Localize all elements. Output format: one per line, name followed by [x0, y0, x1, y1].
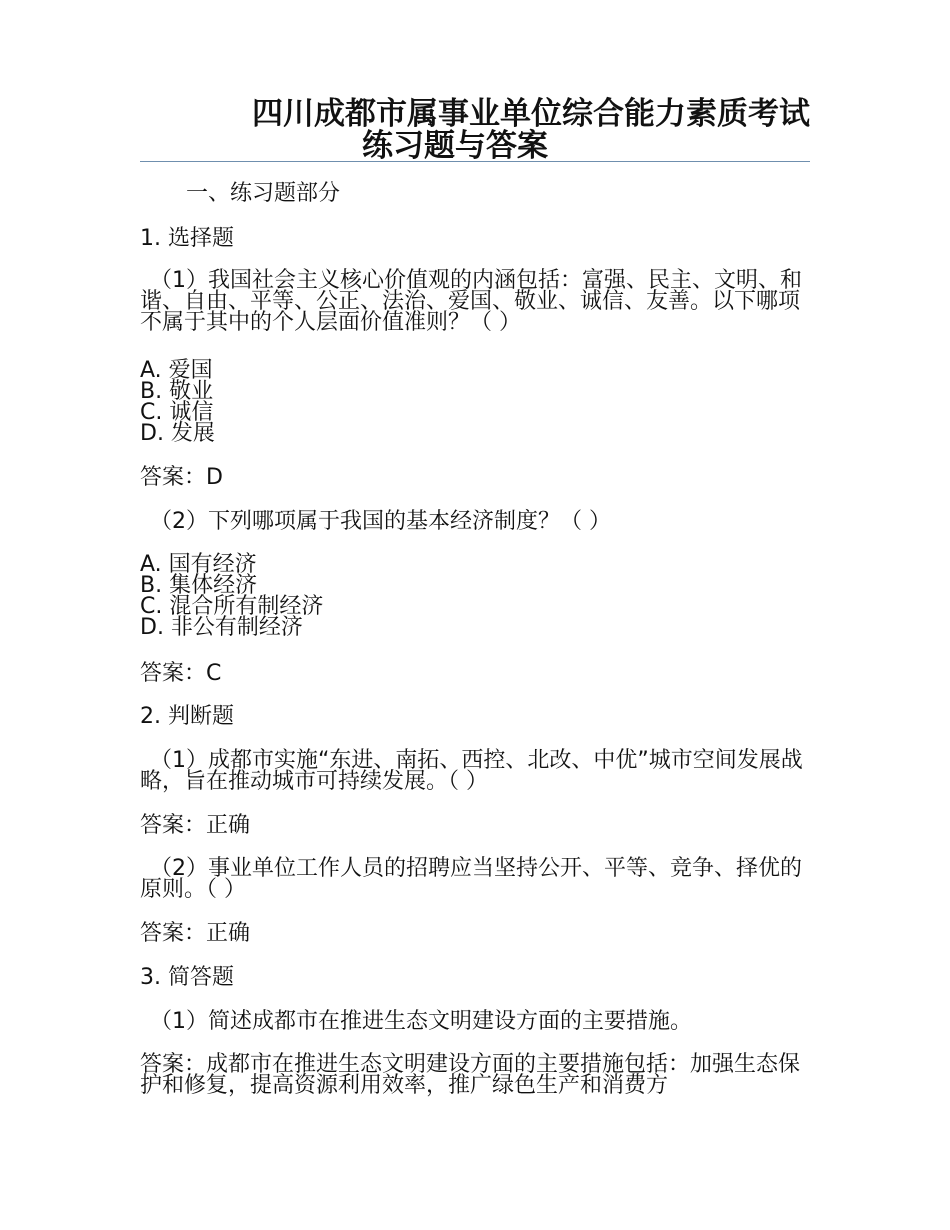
option-c: C. 诚信 — [140, 400, 214, 425]
answer-1-1: 答案：D — [140, 465, 223, 490]
title-line-2: 练习题与答案 — [362, 128, 548, 164]
answer-2-1: 答案：正确 — [140, 813, 251, 838]
option-b: B. 集体经济 — [140, 573, 258, 598]
answer-3-1: 答案：成都市在推进生态文明建设方面的主要措施包括：加强生态保护和修复，提高资源利用效率，推广绿色生产和消费方 — [140, 1052, 801, 1098]
question-1-2: （2）下列哪项属于我国的基本经济制度？（ ） — [150, 509, 611, 534]
section-heading: 一、练习题部分 — [186, 181, 341, 206]
part-heading-choice: 1. 选择题 — [140, 226, 234, 251]
question-3-1: （1）简述成都市在推进生态文明建设方面的主要措施。 — [150, 1009, 692, 1034]
question-2-2: （2）事业单位工作人员的招聘应当坚持公开、平等、竞争、择优的原则。（ ） — [140, 856, 802, 902]
answer-1-2: 答案：C — [140, 661, 222, 686]
part-heading-judge: 2. 判断题 — [140, 704, 234, 729]
option-a: A. 爱国 — [140, 358, 213, 383]
option-d: D. 发展 — [140, 421, 215, 446]
document-title — [140, 98, 810, 162]
title-rule — [140, 161, 810, 162]
answer-2-2: 答案：正确 — [140, 921, 251, 946]
option-a: A. 国有经济 — [140, 552, 257, 577]
question-1-1: （1）我国社会主义核心价值观的内涵包括：富强、民主、文明、和谐、自由、平等、公正、法治、爱国、敬业、诚信、友善。以下哪项不属于其中的个人层面价值准则？（ ） — [140, 268, 802, 335]
option-d: D. 非公有制经济 — [140, 615, 303, 640]
question-1-1-options — [140, 360, 810, 444]
option-b: B. 敬业 — [140, 379, 214, 404]
option-c: C. 混合所有制经济 — [140, 594, 324, 619]
part-heading-short-answer: 3. 简答题 — [140, 965, 234, 990]
question-2-1: （1）成都市实施“东进、南拓、西控、北改、中优”城市空间发展战略，旨在推动城市可持续发展。（ ） — [140, 748, 803, 794]
question-1-2-options — [140, 554, 810, 638]
title-line-1: 四川成都市属事业单位综合能力素质考试 — [252, 96, 810, 132]
